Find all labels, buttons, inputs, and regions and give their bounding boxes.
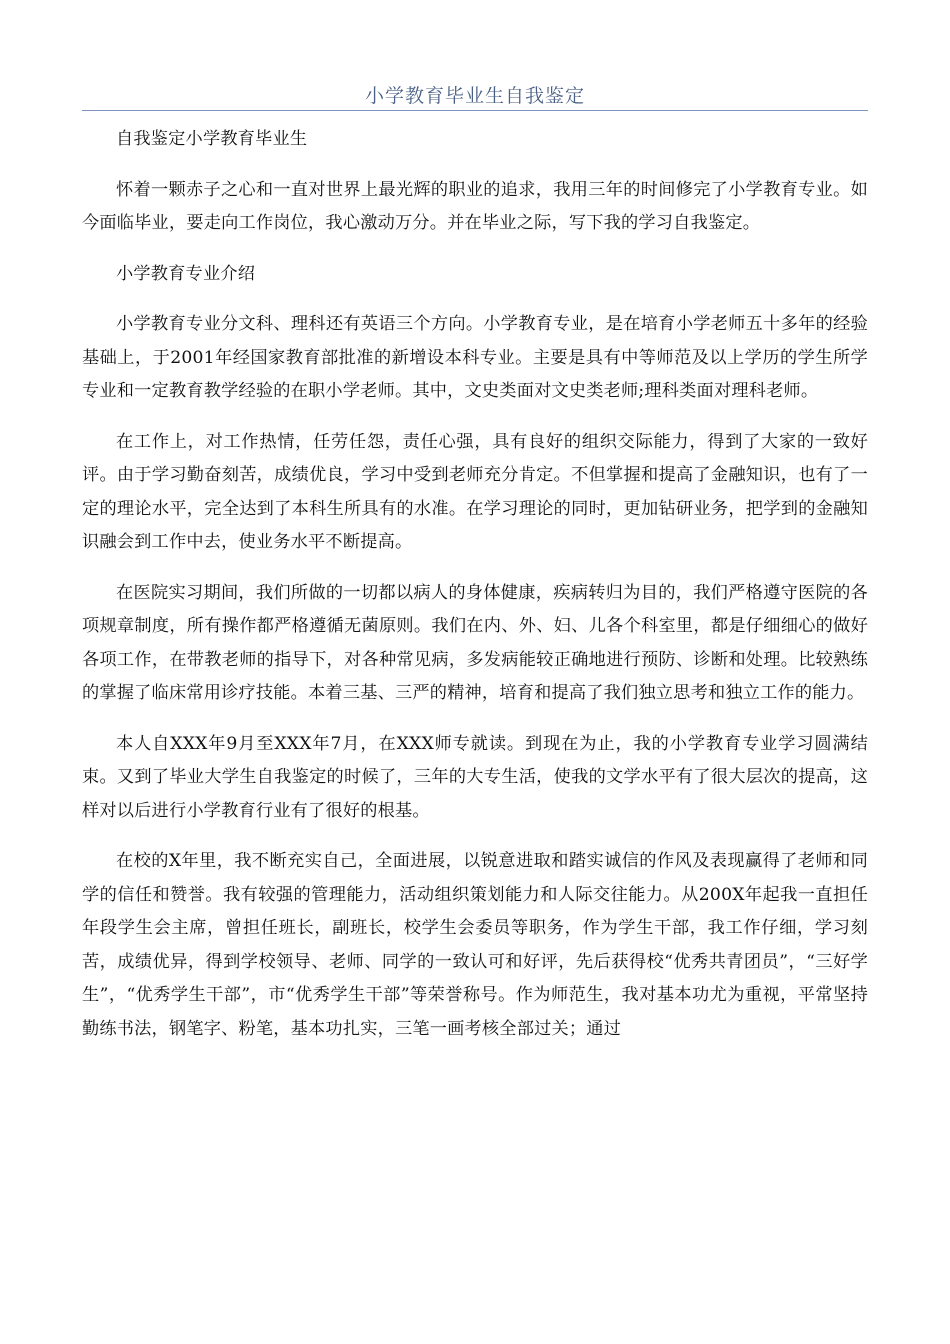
- paragraph-study-period: 本人自XXX年9月至XXX年7月，在XXX师专就读。到现在为止，我的小学教育专业学习圆满结束。又到了毕业大学生自我鉴定的时候了，三年的大专生活，使我的文学水平有了很大层次的提高，这样对以后进行小学教育行业有了很好的根基。: [82, 733, 868, 821]
- paragraph-internship: 在医院实习期间，我们所做的一切都以病人的身体健康，疾病转归为目的，我们严格遵守医院的各项规章制度，所有操作都严格遵循无菌原则。我们在内、外、妇、儿各个科室里，都是仔细细心的做好各项工作，在带教老师的指导下，对各种常见病，多发病能较正确地进行预防、诊断和处理。比较熟练的掌握了临床常用诊疗技能。本着三基、三严的精神，培育和提高了我们独立思考和独立工作的能力。: [82, 582, 868, 703]
- paragraph-intro: 怀着一颗赤子之心和一直对世界上最光辉的职业的追求，我用三年的时间修完了小学教育专业。如今面临毕业，要走向工作岗位，我心激动万分。并在毕业之际，写下我的学习自我鉴定。: [82, 179, 868, 233]
- title-divider: [82, 110, 868, 111]
- document-title: 小学教育毕业生自我鉴定: [364, 85, 585, 107]
- paragraph-school-years: 在校的X年里，我不断充实自己，全面进展，以锐意进取和踏实诚信的作风及表现赢得了老师和同学的信任和赞誉。我有较强的管理能力，活动组织策划能力和人际交往能力。从200X年起我一直担任年段学生会主席，曾担任班长，副班长，校学生会委员等职务，作为学生干部，我工作仔细，学习刻苦，成绩优异，得到学校领导、老师、同学的一致认可和好评，先后获得校“优秀共青团员”，“三好学生”，“优秀学生干部”，市“优秀学生干部”等荣誉称号。作为师范生，我对基本功尤为重视，平常坚持勤练书法，钢笔字、粉笔，基本功扎实，三笔一画考核全部过关；通过: [82, 851, 868, 1039]
- paragraph-subtitle: 自我鉴定小学教育毕业生: [116, 129, 308, 149]
- paragraph-work: 在工作上，对工作热情，任劳任怨，责任心强，具有良好的组织交际能力，得到了大家的一致好评。由于学习勤奋刻苦，成绩优良，学习中受到老师充分肯定。不但掌握和提高了金融知识，也有了一定的理论水平，完全达到了本科生所具有的水准。在学习理论的同时，更加钻研业务，把学到的金融知识融会到工作中去，使业务水平不断提高。: [82, 431, 868, 552]
- paragraph-major-description: 小学教育专业分文科、理科还有英语三个方向。小学教育专业，是在培育小学老师五十多年的经验基础上，于2001年经国家教育部批准的新增设本科专业。主要是具有中等师范及以上学历的学生所学专业和一定教育教学经验的在职小学老师。其中，文史类面对文史类老师;理科类面对理科老师。: [82, 314, 868, 401]
- document-body: [82, 123, 868, 1063]
- paragraph-heading-major: 小学教育专业介绍: [116, 263, 256, 284]
